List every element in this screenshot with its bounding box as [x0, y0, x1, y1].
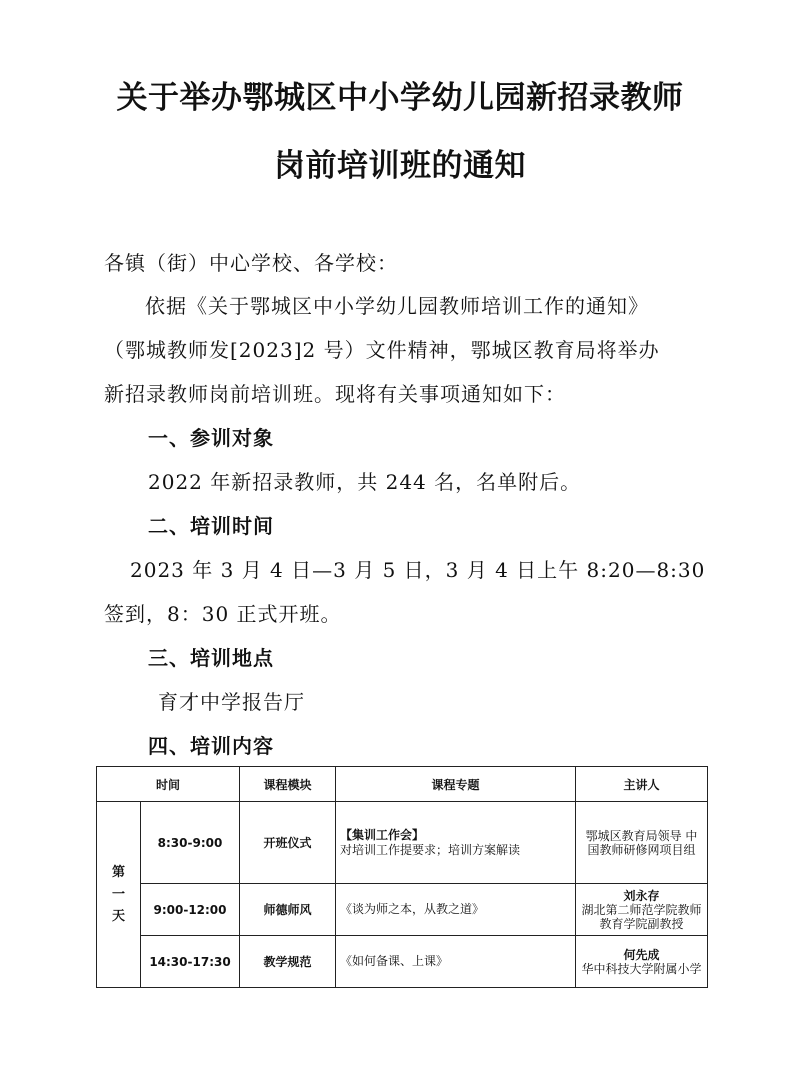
time-text-line-2: 签到，8：30 正式开班。 — [104, 602, 342, 626]
section-heading-content: 四、培训内容 — [148, 734, 274, 758]
topic-title: 【集训工作会】 — [340, 827, 425, 842]
header-topic: 课程专题 — [336, 767, 576, 802]
row-time: 8:30-9:00 — [141, 802, 240, 884]
row-speaker — [576, 936, 708, 988]
row-topic — [336, 936, 576, 988]
row-module: 教学规范 — [240, 936, 336, 988]
intro-line-1: 依据《关于鄂城区中小学幼儿园教师培训工作的通知》 — [145, 294, 649, 318]
location-text: 育才中学报告厅 — [158, 690, 305, 714]
header-speaker: 主讲人 — [576, 767, 708, 802]
schedule-table — [96, 766, 708, 988]
topic-text: 《谈为师之本，从教之道》 — [340, 902, 485, 916]
row-speaker — [576, 802, 708, 884]
row-topic — [336, 884, 576, 936]
table-row — [97, 802, 708, 884]
section-heading-participants: 一、参训对象 — [148, 426, 274, 450]
speaker-name: 何先成 — [623, 947, 660, 962]
speaker-text: 华中科技大学附属小学 — [581, 961, 702, 976]
section-heading-location: 三、培训地点 — [148, 646, 274, 670]
document-title-line-1: 关于举办鄂城区中小学幼儿园新招录教师 — [116, 80, 684, 116]
time-text-line-1: 2023 年 3 月 4 日—3 月 5 日，3 月 4 日上午 8:20—8:30 — [130, 558, 706, 582]
header-module: 课程模块 — [240, 767, 336, 802]
intro-line-2: （鄂城教师发[2023]2 号）文件精神，鄂城区教育局将举办 — [104, 338, 660, 362]
row-time: 9:00-12:00 — [141, 884, 240, 936]
table-row — [97, 936, 708, 988]
participants-text: 2022 年新招录教师，共 244 名，名单附后。 — [148, 470, 582, 494]
table-row — [97, 884, 708, 936]
header-time: 时间 — [97, 767, 240, 802]
speaker-text: 湖北第二师范学院教师教育学院副教授 — [581, 902, 702, 931]
row-topic — [336, 802, 576, 884]
document-title-line-2: 岗前培训班的通知 — [274, 148, 526, 184]
topic-text: 《如何备课、上课》 — [340, 954, 449, 968]
day-cell — [97, 802, 141, 988]
row-speaker — [576, 884, 708, 936]
section-heading-time: 二、培训时间 — [148, 514, 274, 538]
intro-line-3: 新招录教师岗前培训班。现将有关事项通知如下： — [104, 382, 566, 406]
salutation: 各镇（街）中心学校、各学校： — [104, 251, 398, 275]
topic-text: 对培训工作提要求；培训方案解读 — [340, 842, 521, 857]
row-module: 师德师风 — [240, 884, 336, 936]
speaker-text: 鄂城区教育局领导 中国教师研修网项目组 — [585, 828, 698, 857]
row-module: 开班仪式 — [240, 802, 336, 884]
day-label: 第一天 — [111, 864, 125, 924]
table-header-row — [97, 767, 708, 802]
speaker-name: 刘永存 — [623, 888, 660, 903]
row-time: 14:30-17:30 — [141, 936, 240, 988]
